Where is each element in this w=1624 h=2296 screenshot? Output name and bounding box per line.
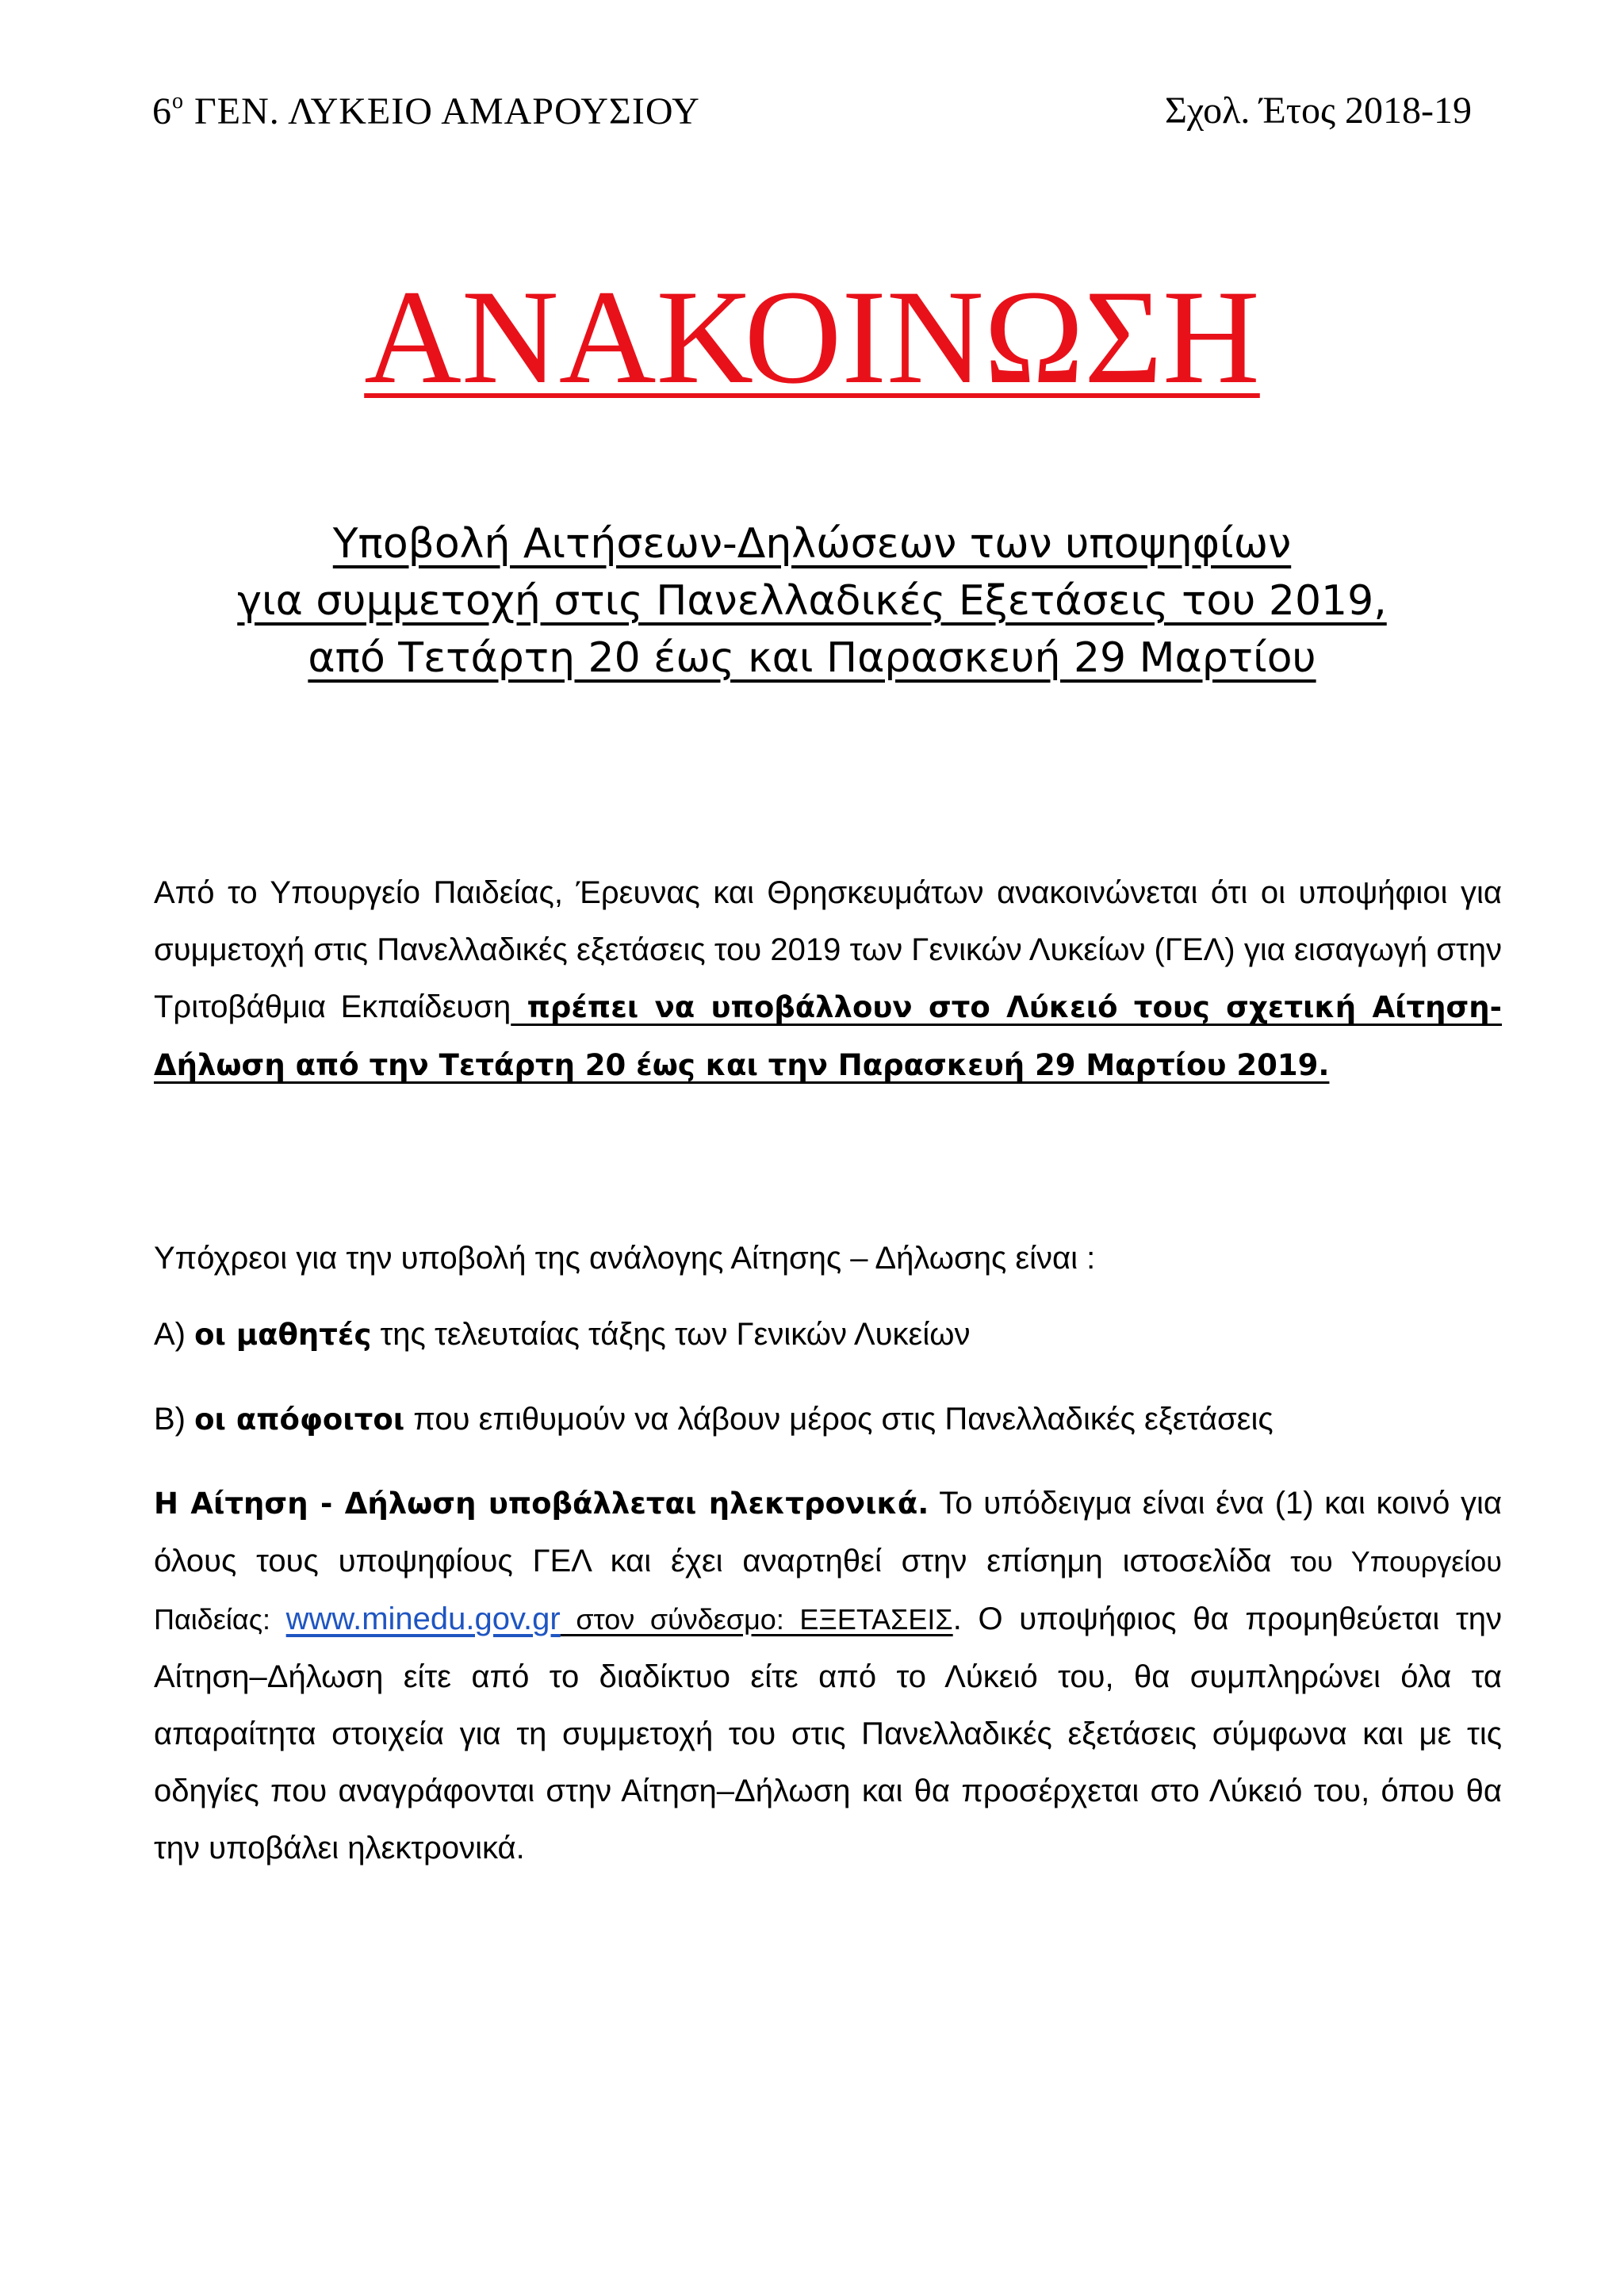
item-a-prefix: Α)	[154, 1317, 195, 1352]
paragraph-announcement	[154, 864, 1502, 1094]
announcement-subtitle	[79, 515, 1545, 687]
item-b-prefix: Β)	[154, 1402, 195, 1437]
paragraph2-text4: . Ο υποψήφιος θα προμηθεύεται την Αίτηση–Δήλωση είτε από το διαδίκτυο είτε από το Λύκειό του, θα συμπληρώνει όλα τα απαραίτητα στοιχεία για τη συμμετοχή του στις Πανελλαδικές εξετάσεις σύμφωνα και με τις οδηγίες που αναγράφονται στην Αίτηση–Δήλωση και θα προσέρχεται στο Λύκειό του, όπου θα την υποβάλει ηλεκτρονικά.	[154, 1601, 1502, 1866]
ordinal-superscript: ο	[172, 89, 184, 113]
subtitle-line-3: από Τετάρτη 20 έως και Παρασκευή 29 Μαρτίου	[308, 634, 1316, 682]
electronic-submission-bold: Η Αίτηση - Δήλωση υποβάλλεται ηλεκτρονικά.	[154, 1487, 929, 1521]
deadline-emphasis: πρέπει να υποβάλλουν στο Λύκειό τους σχετική Αίτηση-Δήλωση από την Τετάρτη 20 έως και την Παρασκευή 29 Μαρτίου 2019.	[154, 990, 1502, 1082]
item-a-bold: οι μαθητές	[194, 1318, 372, 1352]
school-title: ΓΕΝ. ΛΥΚΕΙΟ ΑΜΑΡΟΥΣΙΟΥ	[184, 90, 700, 132]
item-b-text: που επιθυμούν να λάβουν μέρος στις Πανελλαδικές εξετάσεις	[404, 1402, 1274, 1437]
paragraph2-text2: του Υπουργείου Παιδείας:	[154, 1545, 1502, 1636]
school-number: 6	[152, 90, 172, 132]
paragraph2-text3: στον σύνδεσμο: ΕΞΕΤΑΣΕΙΣ	[560, 1603, 953, 1636]
paragraph-electronic-submission	[154, 1475, 1502, 1877]
minedu-link[interactable]: www.minedu.gov.gr	[285, 1601, 561, 1636]
school-year: Σχολ. Έτος 2018-19	[1164, 90, 1472, 132]
school-name	[152, 89, 700, 133]
item-a-text: της τελευταίας τάξης των Γενικών Λυκείων	[371, 1317, 971, 1352]
list-item-students	[154, 1314, 1502, 1355]
subtitle-line-1: Υποβολή Αιτήσεων-Δηλώσεων των υποψηφίων	[332, 520, 1292, 568]
item-b-bold: οι απόφοιτοι	[194, 1402, 405, 1437]
paragraph2-text1: Το υπόδειγμα είναι ένα (1) και κοινό για όλους τους υποψηφίους ΓΕΛ και έχει αναρτηθεί στην επίσημη ιστοσελίδα	[154, 1486, 1503, 1578]
announcement-title: ΑΝΑΚΟΙΝΩΣΗ	[364, 262, 1260, 411]
obligated-intro: Υπόχρεοι για την υποβολή της ανάλογης Αίτησης – Δήλωσης είναι :	[154, 1241, 1096, 1276]
list-item-graduates	[154, 1399, 1502, 1440]
paragraph-text: Από το Υπουργείο Παιδείας, Έρευνας και Θρησκευμάτων ανακοινώνεται ότι οι υποψήφιοι για συμμετοχή στις Πανελλαδικές εξετάσεις του 2019 των Γενικών Λυκείων (ΓΕΛ) για εισαγωγή στην Τριτοβάθμια Εκπαίδευση	[154, 875, 1502, 1024]
subtitle-line-2: για συμμετοχή στις Πανελλαδικές Εξετάσεις του 2019,	[237, 577, 1387, 625]
